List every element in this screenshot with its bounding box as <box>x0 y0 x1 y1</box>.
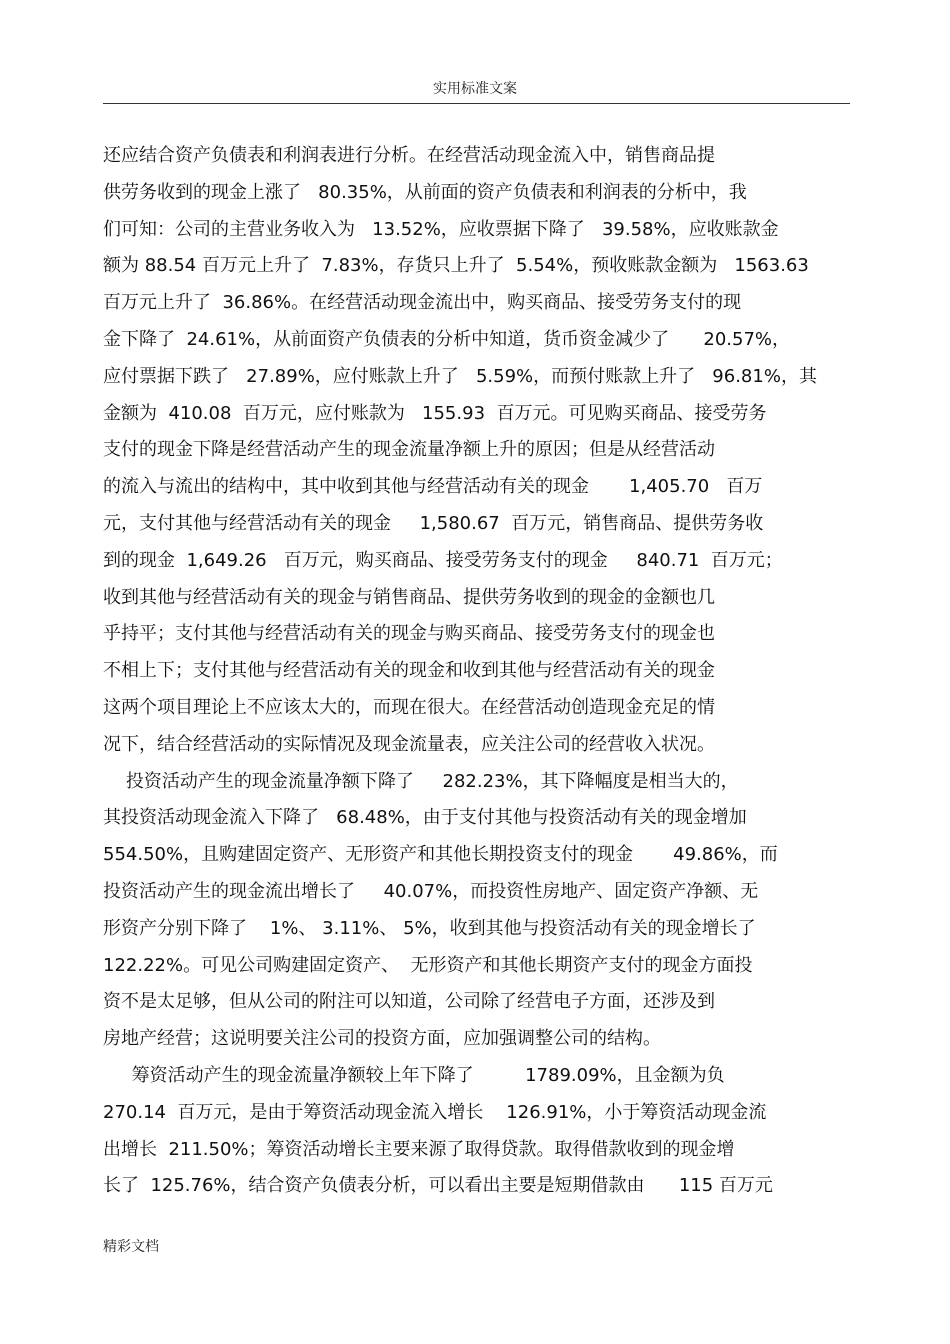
text-line: 房地产经营；这说明要关注公司的投资方面，应加强调整公司的结构。 <box>103 1028 661 1050</box>
text-line: 额为 88.54 百万元上升了 7.83%，存货只上升了 5.54%，预收账款金额为 1563.63 <box>103 255 809 277</box>
text-line: 其投资活动现金流入下降了 68.48%，由于支付其他与投资活动有关的现金增加 <box>103 807 747 829</box>
text-line: 应付票据下跌了 27.89%，应付账款上升了 5.59%，而预付账款上升了 96.81%，其 <box>103 365 817 387</box>
text-line: 资不是太足够，但从公司的附注可以知道，公司除了经营电子方面，还涉及到 <box>103 991 715 1013</box>
text-line: 270.14 百万元，是由于筹资活动现金流入增长 126.91%，小于筹资活动现金流 <box>103 1101 767 1123</box>
text-line: 出增长 211.50%；筹资活动增长主要来源了取得贷款。取得借款收到的现金增 <box>103 1138 735 1160</box>
text-line: 形资产分别下降了 1%、 3.11%、 5%，收到其他与投资活动有关的现金增长了 <box>103 917 756 939</box>
text-line: 投资活动产生的现金流量净额下降了 282.23%，其下降幅度是相当大的， <box>103 770 739 792</box>
body-text <box>103 138 850 1205</box>
text-line: 筹资活动产生的现金流量净额较上年下降了 1789.09%，且金额为负 <box>103 1064 725 1086</box>
text-line: 554.50%，且购建固定资产、无形资产和其他长期投资支付的现金 49.86%，而 <box>103 844 778 866</box>
text-line: 金下降了 24.61%，从前面资产负债表的分析中知道，货币资金减少了 20.57%， <box>103 328 791 350</box>
text-line: 乎持平；支付其他与经营活动有关的现金与购买商品、接受劳务支付的现金也 <box>103 623 715 645</box>
text-line: 百万元上升了 36.86%。在经营活动现金流出中，购买商品、接受劳务支付的现 <box>103 292 742 314</box>
text-line: 金额为 410.08 百万元，应付账款为 155.93 百万元。可见购买商品、接受劳务 <box>103 402 767 424</box>
text-line: 的流入与流出的结构中，其中收到其他与经营活动有关的现金 1,405.70 百万 <box>103 476 763 498</box>
text-line: 支付的现金下降是经营活动产生的现金流量净额上升的原因；但是从经营活动 <box>103 439 715 461</box>
page-header: 实用标准文案 <box>433 81 517 97</box>
text-line: 收到其他与经营活动有关的现金与销售商品、提供劳务收到的现金的金额也几 <box>103 586 715 608</box>
text-line: 供劳务收到的现金上涨了 80.35%，从前面的资产负债表和利润表的分析中，我 <box>103 181 747 203</box>
text-line: 们可知：公司的主营业务收入为 13.52%，应收票据下降了 39.58%，应收账款金 <box>103 218 779 240</box>
text-line: 元，支付其他与经营活动有关的现金 1,580.67 百万元，销售商品、提供劳务收 <box>103 512 764 534</box>
text-line: 长了 125.76%，结合资产负债表分析，可以看出主要是短期借款由 115 百万元 <box>103 1175 773 1197</box>
page-footer: 精彩文档 <box>103 1239 159 1255</box>
text-line: 这两个项目理论上不应该太大的，而现在很大。在经营活动创造现金充足的情 <box>103 696 715 718</box>
text-line: 况下，结合经营活动的实际情况及现金流量表，应关注公司的经营收入状况。 <box>103 733 715 755</box>
text-line: 还应结合资产负债表和利润表进行分析。在经营活动现金流入中，销售商品提 <box>103 145 715 166</box>
text-line: 122.22%。可见公司购建固定资产、 无形资产和其他长期资产支付的现金方面投 <box>103 954 753 976</box>
text-line: 到的现金 1,649.26 百万元，购买商品、接受劳务支付的现金 840.71 百万元； <box>103 549 783 571</box>
header-rule <box>103 103 850 104</box>
text-line: 投资活动产生的现金流出增长了 40.07%，而投资性房地产、固定资产净额、无 <box>103 880 759 902</box>
text-line: 不相上下；支付其他与经营活动有关的现金和收到其他与经营活动有关的现金 <box>103 660 715 682</box>
